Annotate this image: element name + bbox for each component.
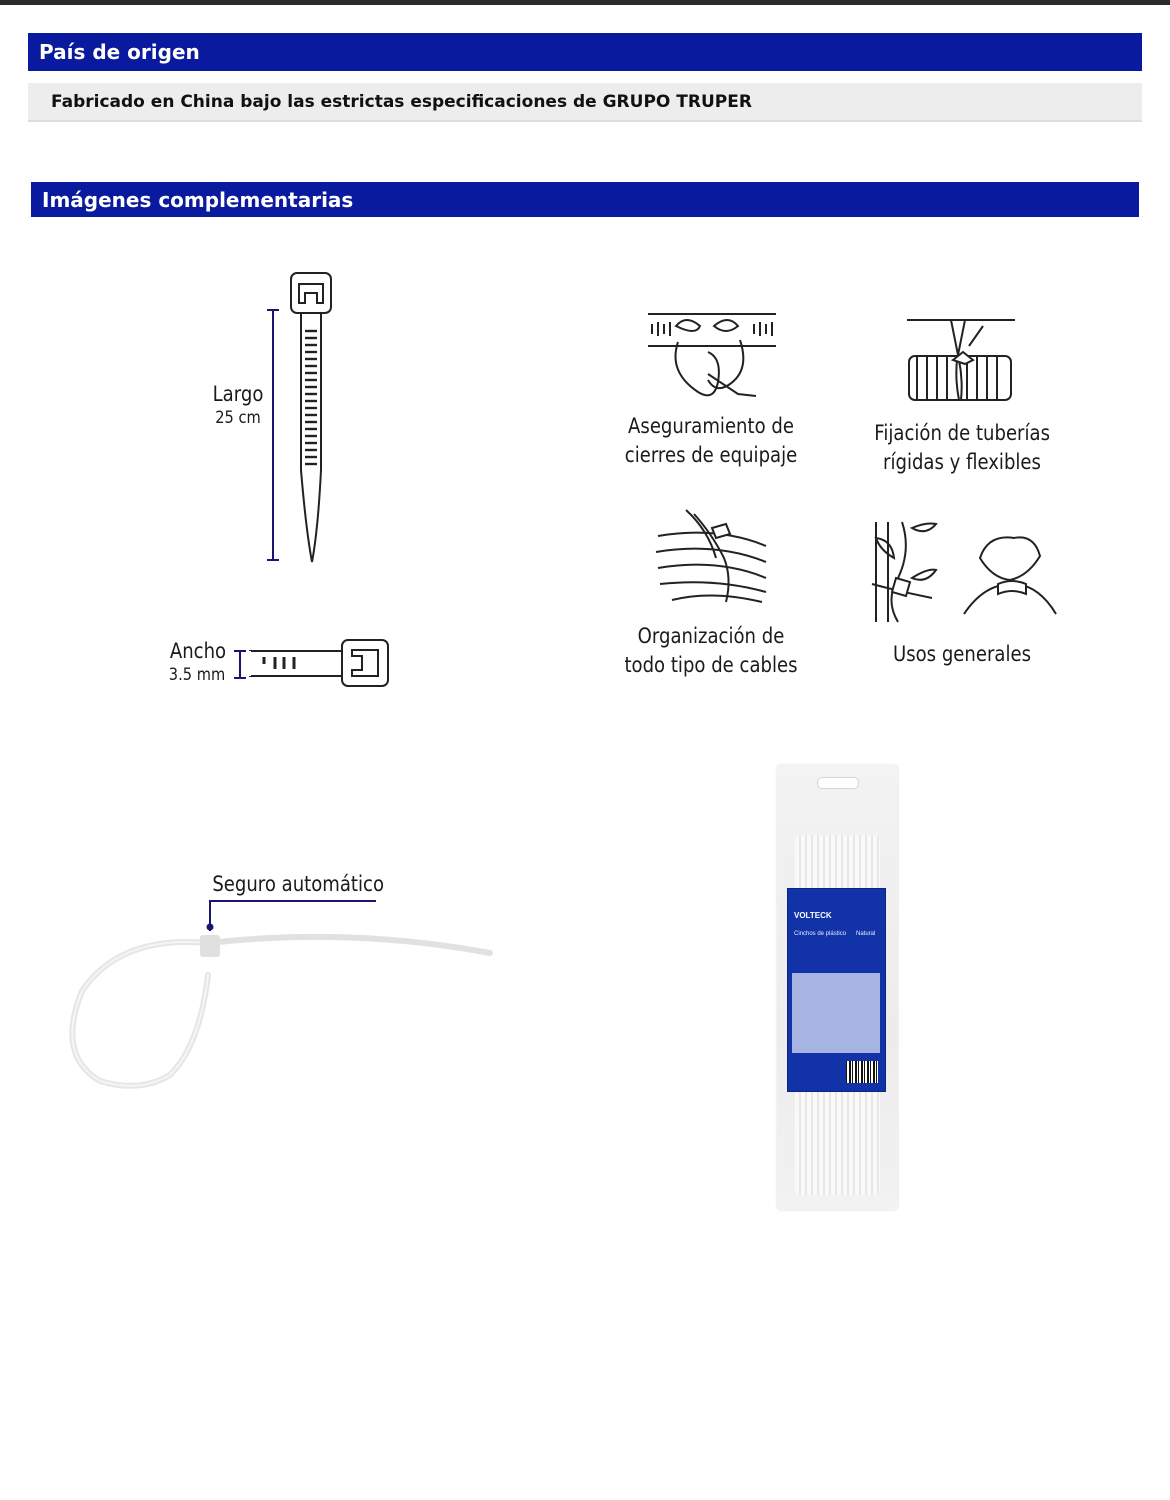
lock-label: Seguro automático (212, 872, 385, 896)
cable-bundle-icon (652, 506, 772, 606)
package-image (777, 765, 898, 1210)
cable-tie-loop-image (60, 895, 520, 1095)
package-label (787, 888, 886, 1092)
use-caption-line: Usos generales (892, 642, 1031, 666)
use-caption-line: Organización de (637, 624, 785, 648)
package-product: Cinchos de plástico (794, 931, 847, 937)
package-hang-hole (817, 777, 859, 789)
use-caption-line: Fijación de tuberías (874, 421, 1050, 445)
section-header-country (28, 33, 1142, 71)
length-label: Largo (212, 382, 264, 406)
luggage-zipper-icon (648, 312, 778, 402)
package-barcode (846, 1061, 878, 1083)
width-label: Ancho (169, 639, 227, 663)
use-caption-line: rígidas y flexibles (883, 450, 1041, 474)
length-value: 25 cm (215, 408, 261, 428)
origin-row (28, 83, 1142, 122)
pipe-fixing-icon (907, 316, 1017, 406)
section-title: Imágenes complementarias (42, 187, 354, 212)
package-brand: VOLTECK (794, 911, 832, 920)
use-caption-line: cierres de equipaje (624, 443, 798, 467)
section-title: País de origen (39, 40, 200, 64)
use-caption-line: Aseguramiento de (628, 414, 794, 438)
use-caption-line: todo tipo de cables (624, 653, 798, 677)
origin-text: Fabricado en China bajo las estrictas especificaciones de GRUPO TRUPER (51, 91, 752, 112)
width-value: 3.5 mm (168, 665, 226, 685)
use-caption-luggage (624, 412, 798, 470)
use-caption-pipes (874, 419, 1049, 477)
use-caption-cables (624, 622, 798, 680)
top-bar (0, 0, 1170, 5)
package-info-panel (792, 973, 880, 1053)
general-uses-icon (872, 518, 1062, 628)
section-header-images (31, 182, 1139, 217)
package-color: Natural (856, 931, 876, 937)
use-caption-general (874, 640, 1049, 669)
